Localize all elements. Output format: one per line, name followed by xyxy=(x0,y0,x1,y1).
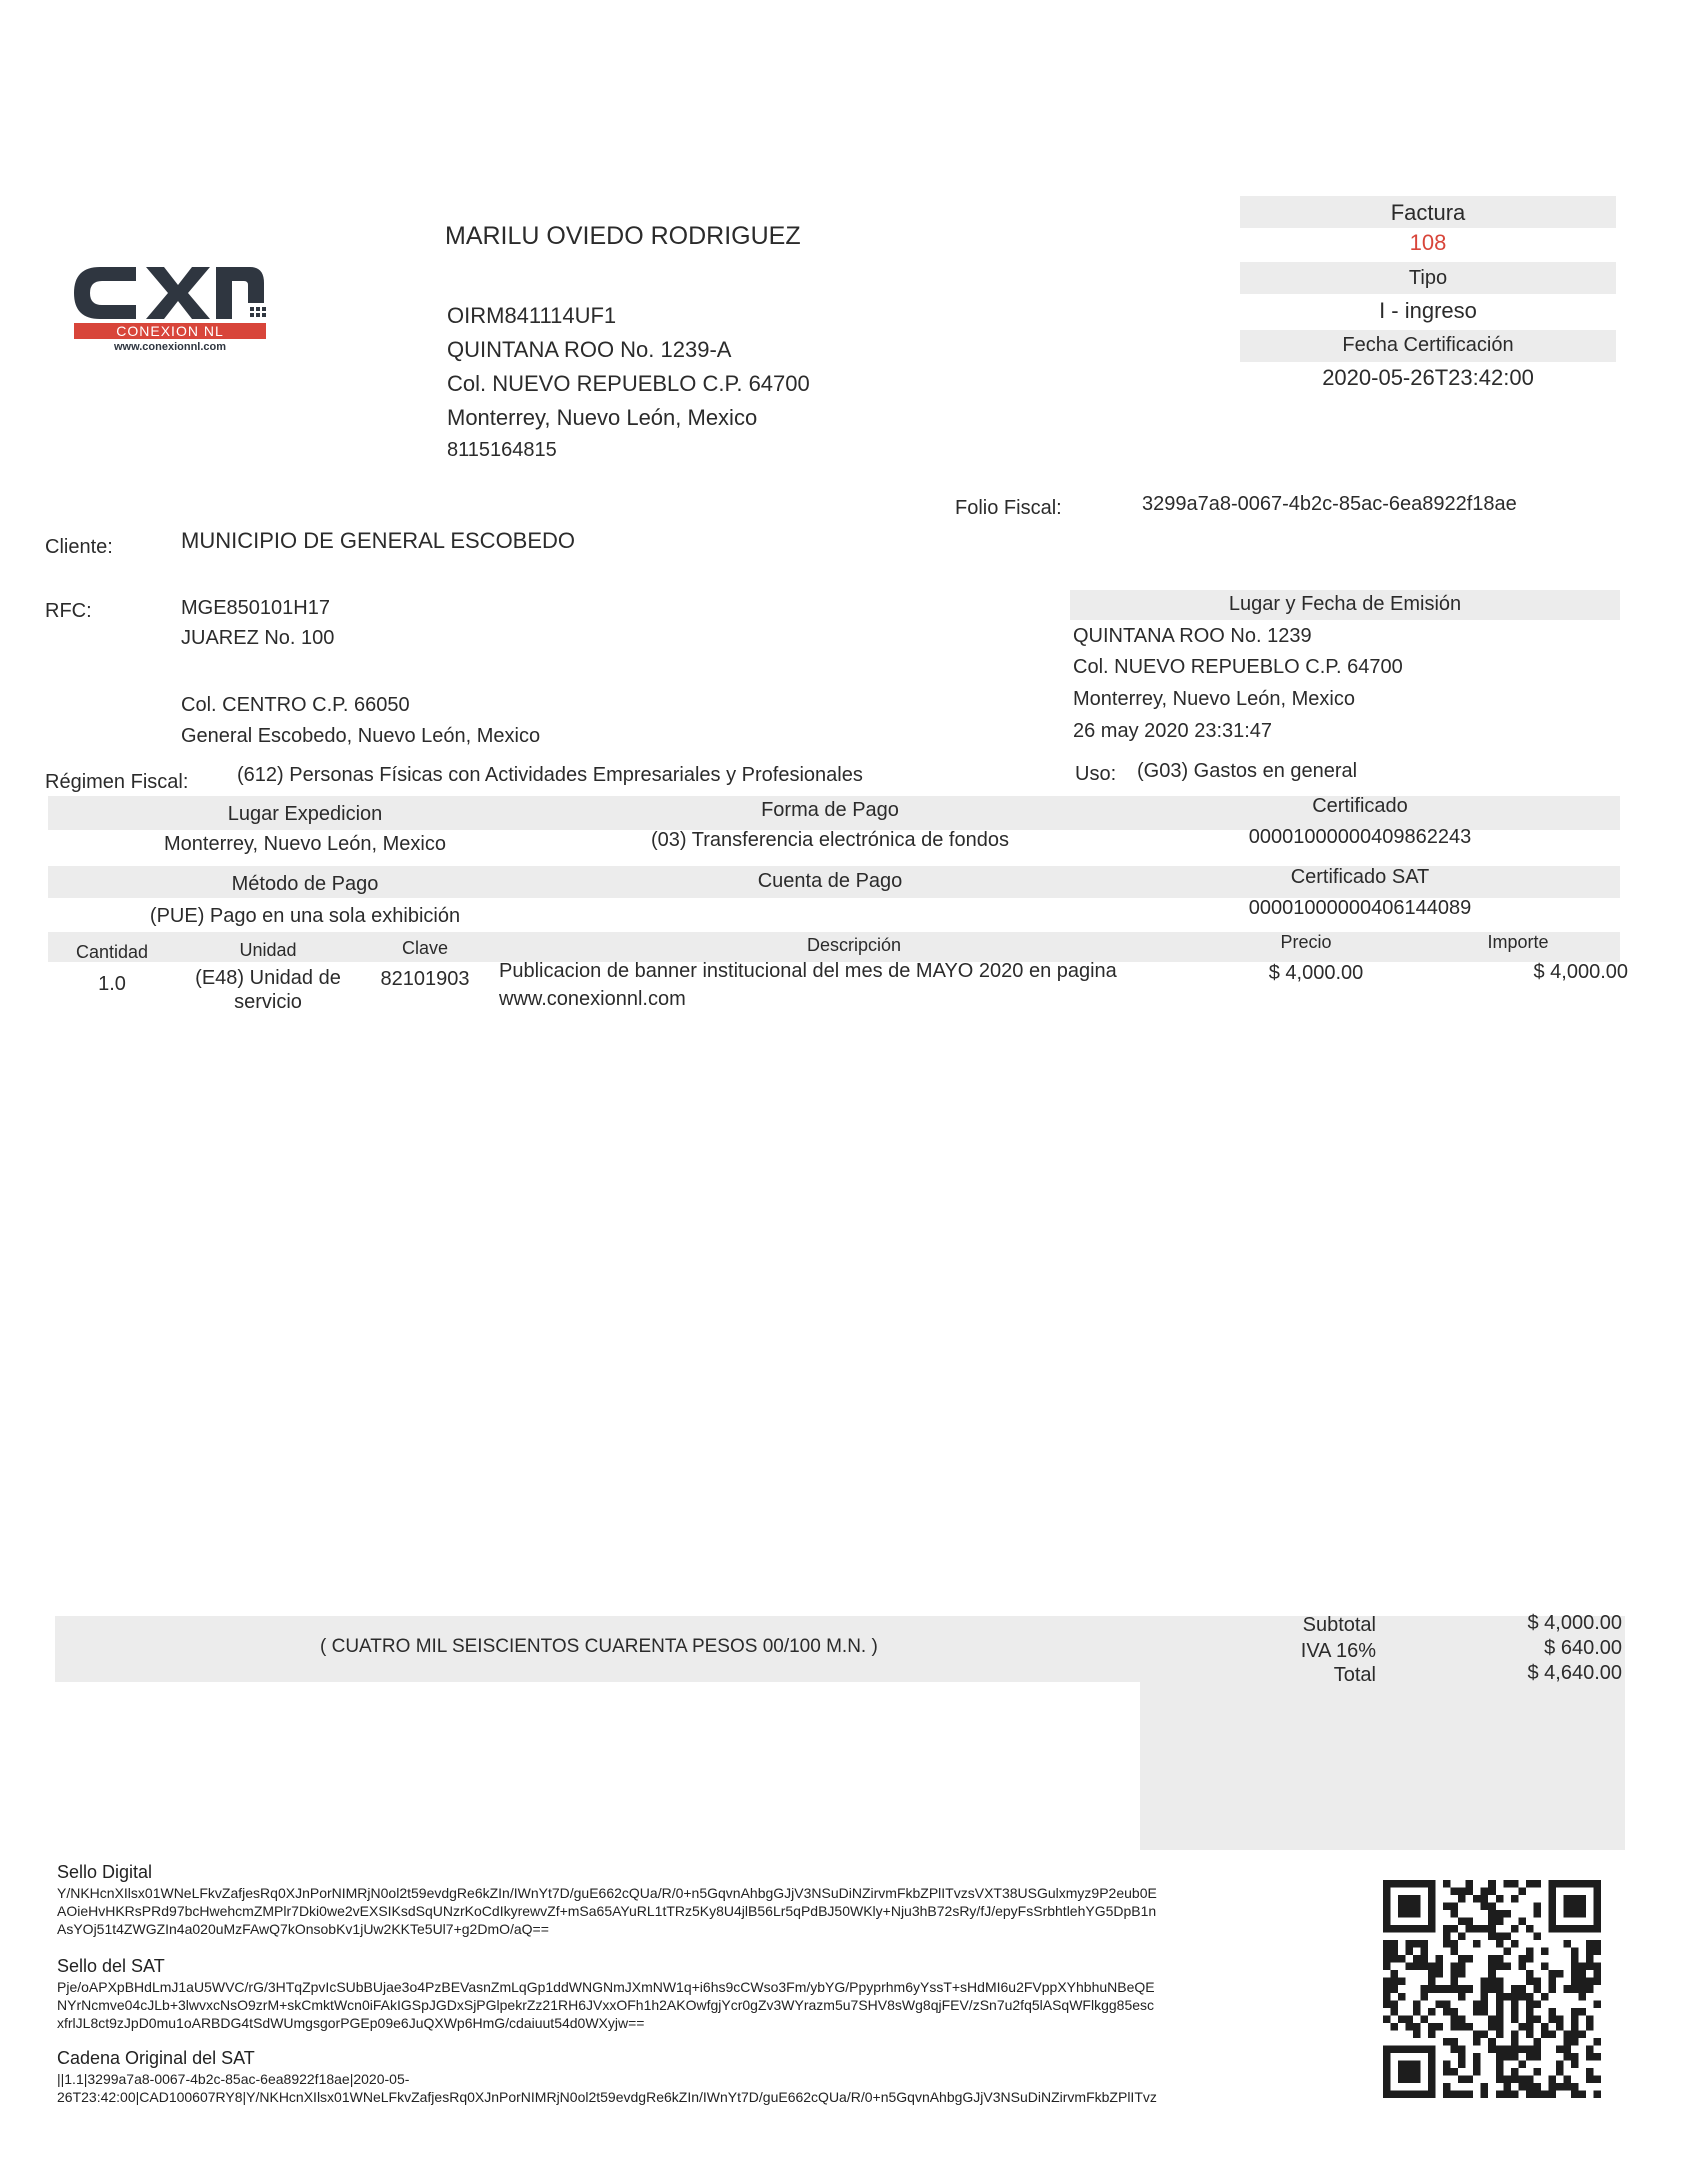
client-rfc: MGE850101H17 xyxy=(181,597,330,619)
issuer-phone: 8115164815 xyxy=(447,439,557,461)
metodo-pago-value: (PUE) Pago en una sola exhibición xyxy=(149,905,461,927)
sello-sat-line2: NYrNcmve04cJLb+3lwvxcNsO9zrM+skCmktWcn0iFAkIGSpJGDxSjPGlpekrZz21RH6JVxxOFh1h2AKOwfgjYcr0gZv3WYrazm5u7SHV8sWg8qjFEV/zSn7u2fq5lASqWFlkgg85esc xyxy=(57,1997,1155,2013)
cadena-original-label: Cadena Original del SAT xyxy=(57,2048,255,2068)
col-precio-header: Precio xyxy=(1280,932,1332,952)
totals-block-shade xyxy=(1140,1682,1625,1850)
cadena-line2: 26T23:42:00|CAD100607RY8|Y/NKHcnXIlsx01WNeLFkvZafjesRq0XJnPorNIMRjN0ol2t59evdgRe6kZIn/IWnYt7D/guE662cQUa/R/0+n5GqvnAhbgGJjV3NSuDiNZirvmFkbZPlITvz xyxy=(57,2089,1157,2105)
metodo-pago-label: Método de Pago xyxy=(231,873,379,895)
sello-digital-line2: AOieHvHKRsPRd97bcHwehcmZMPlr7Dki0we2vEXSIKsdSqUNzrKoCdIkyrewvZf+mSa65AYuRL1tTRz5Ky8U4jlB56Lr5qPdBJ50WKly+Nju3hB72sRy/fJ/epyFsSrbhtlehYG5DpB1n xyxy=(57,1903,1157,1919)
col-cantidad-header: Cantidad xyxy=(75,942,149,962)
row-clave: 82101903 xyxy=(380,968,470,990)
cert-sat-value: 00001000000406144089 xyxy=(1248,897,1472,919)
cuenta-pago-label: Cuenta de Pago xyxy=(757,870,903,892)
cert-sat-label: Certificado SAT xyxy=(1290,866,1430,888)
emission-colony: Col. NUEVO REPUEBLO C.P. 64700 xyxy=(1073,656,1403,678)
sello-digital-line1: Y/NKHcnXIlsx01WNeLFkvZafjesRq0XJnPorNIMRjN0ol2t59evdgRe6kZIn/IWnYt7D/guE662cQUa/R/0+n5GqvnAhbgGJjV3NSuDiNZirvmFkbZPlITvzsVXT38USGulxmyz9P2eub0E xyxy=(57,1885,1157,1901)
issuer-rfc: OIRM841114UF1 xyxy=(447,303,617,328)
emission-date: 26 may 2020 23:31:47 xyxy=(1073,720,1273,742)
iva-value: $ 640.00 xyxy=(1544,1637,1622,1659)
emission-street: QUINTANA ROO No. 1239 xyxy=(1073,625,1312,647)
regimen-label: Régimen Fiscal: xyxy=(45,771,189,793)
sello-sat-text xyxy=(57,1978,1347,2032)
client-street: JUAREZ No. 100 xyxy=(181,627,335,649)
folio-label: Folio Fiscal: xyxy=(955,497,1062,519)
certificado-label: Certificado xyxy=(1312,795,1408,817)
cadena-original-text xyxy=(57,2070,1347,2106)
logo-url: www.conexionnl.com xyxy=(113,341,227,353)
sello-digital-text xyxy=(57,1884,1347,1938)
folio-value: 3299a7a8-0067-4b2c-85ac-6ea8922f18ae xyxy=(1142,493,1517,515)
cliente-value: MUNICIPIO DE GENERAL ESCOBEDO xyxy=(181,528,576,553)
subtotal-label: Subtotal xyxy=(1302,1614,1376,1636)
issuer-name: MARILU OVIEDO RODRIGUEZ xyxy=(445,222,801,250)
emission-label: Lugar y Fecha de Emisión xyxy=(1228,593,1462,615)
issuer-city: Monterrey, Nuevo León, Mexico xyxy=(447,405,758,430)
col-descripcion-header: Descripción xyxy=(806,935,902,955)
rfc-label: RFC: xyxy=(45,600,92,622)
tipo-value: I - ingreso xyxy=(1379,298,1477,323)
total-label: Total xyxy=(1333,1664,1376,1686)
sello-digital-line3: AsYOj51t4ZWGZIn4a020uMzFAwQ7kOnsobKv1jUw2KKTe5Ul7+g2DmO/aQ== xyxy=(57,1921,549,1937)
logo-tagline: CONEXION NL xyxy=(116,323,224,339)
regimen-value: (612) Personas Físicas con Actividades Empresariales y Profesionales xyxy=(237,764,863,786)
company-logo xyxy=(66,255,271,355)
fecha-cert-value: 2020-05-26T23:42:00 xyxy=(1322,365,1534,390)
iva-label: IVA 16% xyxy=(1300,1640,1376,1662)
row-descripcion-line2: www.conexionnl.com xyxy=(499,988,686,1010)
row-unidad-line2: servicio xyxy=(234,991,302,1013)
tipo-label: Tipo xyxy=(1408,267,1448,289)
issuer-colony: Col. NUEVO REPUEBLO C.P. 64700 xyxy=(447,371,810,396)
fecha-cert-label: Fecha Certificación xyxy=(1342,334,1514,356)
row-precio: $ 4,000.00 xyxy=(1268,962,1364,984)
row-descripcion-line1: Publicacion de banner institucional del mes de MAYO 2020 en pagina xyxy=(499,960,1117,982)
client-colony: Col. CENTRO C.P. 66050 xyxy=(181,694,410,716)
row-importe: $ 4,000.00 xyxy=(1533,961,1628,983)
col-unidad-header: Unidad xyxy=(239,940,297,960)
cadena-line1: ||1.1|3299a7a8-0067-4b2c-85ac-6ea8922f18ae|2020-05- xyxy=(57,2071,410,2087)
uso-label: Uso: xyxy=(1075,763,1117,785)
certificado-value: 00001000000409862243 xyxy=(1248,826,1472,848)
factura-label: Factura xyxy=(1390,200,1466,225)
subtotal-value: $ 4,000.00 xyxy=(1527,1612,1622,1634)
row-unidad-line1: (E48) Unidad de xyxy=(195,967,341,989)
uso-value: (G03) Gastos en general xyxy=(1137,760,1358,782)
emission-city: Monterrey, Nuevo León, Mexico xyxy=(1073,688,1355,710)
sello-sat-line3: xfrlJL8ct9zJpD0mu1oARBDG4tSdWUmgsgorPGEp09e6JuQXWp6HmG/cdaiuut54d0WXyjw== xyxy=(57,2015,645,2031)
row-cantidad: 1.0 xyxy=(98,973,126,995)
col-clave-header: Clave xyxy=(401,938,449,958)
qr-code-icon xyxy=(1383,1880,1601,2098)
lugar-exp-label: Lugar Expedicion xyxy=(227,803,383,825)
col-importe-header: Importe xyxy=(1487,932,1549,952)
cliente-label: Cliente: xyxy=(45,536,113,558)
total-value: $ 4,640.00 xyxy=(1527,1662,1622,1684)
forma-pago-label: Forma de Pago xyxy=(761,799,899,821)
forma-pago-value: (03) Transferencia electrónica de fondos xyxy=(651,829,1009,851)
client-city: General Escobedo, Nuevo León, Mexico xyxy=(181,725,541,747)
sello-sat-line1: Pje/oAPXpBHdLmJ1aU5WVC/rG/3HTqZpvIcSUbBUjae3o4PzBEVasnZmLqGp1ddWNGNmJXmNW1q+i6hs9cCWso3Fm/ybYG/Ppyprhm6yYssT+sHdMI6u2FVppXYhbhuNBeQE xyxy=(57,1979,1155,1995)
logo-mark-icon xyxy=(66,255,271,355)
sello-digital-label: Sello Digital xyxy=(57,1862,153,1882)
sello-sat-label: Sello del SAT xyxy=(57,1956,165,1976)
issuer-street: QUINTANA ROO No. 1239-A xyxy=(447,337,732,362)
amount-in-words: ( CUATRO MIL SEISCIENTOS CUARENTA PESOS 00/100 M.N. ) xyxy=(320,1636,878,1657)
factura-number: 108 xyxy=(1409,230,1447,255)
lugar-exp-value: Monterrey, Nuevo León, Mexico xyxy=(164,833,446,855)
